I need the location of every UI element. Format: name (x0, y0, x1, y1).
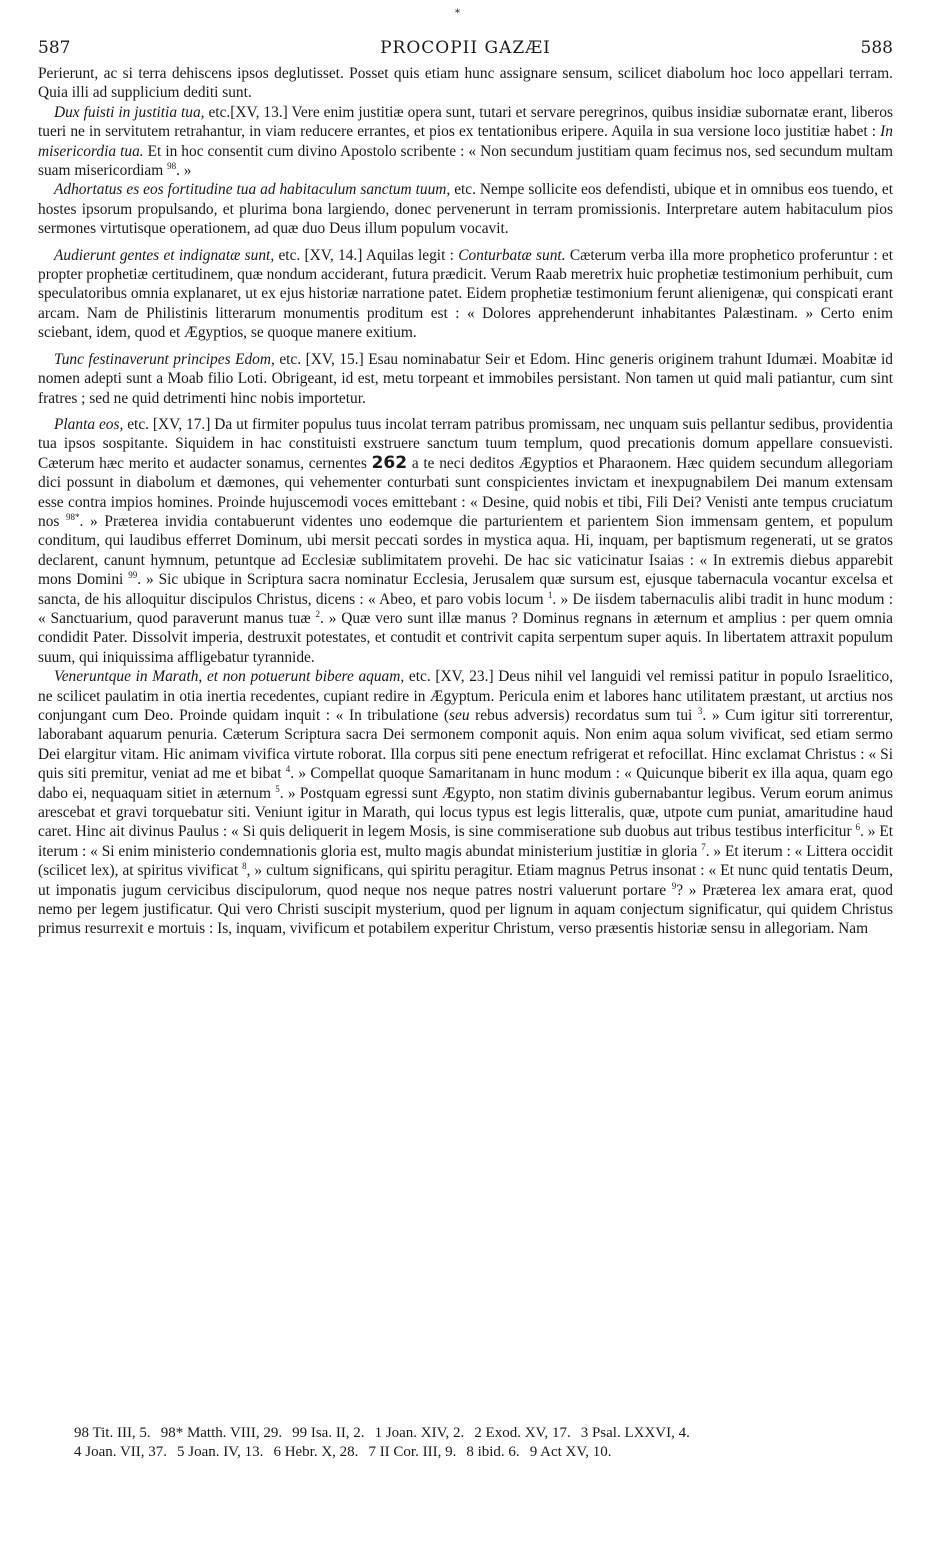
text-run: etc. Nempe sollicite eos defendisti, ubique et in omnibus eos tuendo, et hostes ipsorum propulsando, et plurima bona largiendo, donec pervenerunt in terram promissionis. Interpretare autem habitaculum pios sermones virtutisque operationem, ad quæ duo Deus illum populum vocavit. (38, 181, 893, 238)
commentary-body (38, 64, 893, 939)
header-star-mark: * (455, 8, 460, 19)
paragraph (38, 415, 893, 667)
lemma-italic: Conturbatæ sunt. (458, 246, 566, 264)
lemma-italic: Adhortatus es eos fortitudine tua ad habitaculum sanctum tuum, (54, 181, 451, 199)
paragraph (38, 64, 893, 103)
footnote-entry: 99 Isa. II, 2. (292, 1425, 365, 1441)
footnotes (38, 1424, 893, 1462)
footnote-entry: 8 ibid. 6. (466, 1444, 520, 1460)
footnote-entry: 98* Matth. VIII, 29. (160, 1425, 283, 1441)
text-run: rebus adversis) recordatus sum tui (469, 707, 698, 724)
text-run: . » Quæ vero sunt illæ manus ? Dominus regnans in æternum et amplius : per quem omnia condidit Pater. Dissolvit imperia, destruxit potestates, et contudit et contrivit capita serpentum super aquis. In libertatem attraxit populum suum, qui iniquissima affligebatur tyrannide. (38, 609, 893, 666)
text-run: . » Cum igitur siti torrerentur, laborabant aquarum penuria. Cæterum Scriptura sacra Dei sermonem componit aquis. Non enim aqua solum vivificat, sed etiam sermo Dei elargitur vitam. Hic animam vivifica virtute roborat. Illa corpus siti pene enectum refrigerat et refocillat. Hinc exclamat Christus : « Si quis siti premitur, veniat ad me et bibat (38, 707, 893, 783)
footnote-line-1 (38, 1424, 893, 1443)
footnote-line-2 (38, 1443, 893, 1462)
lemma-italic: Dux fuisti in justitia tua, (54, 103, 205, 121)
text-run: ? » Præterea lex amara erat, quod nemo per legem justificatur. Qui vero Christi suscipit mysterium, quod per lignum in aquam conjectum significatur, qui quidem Christus primus resurrexit e mortuis : Is, inquam, vivificum et potabilem experitur Christum, verso præsentis historiæ sensu in allegoriam. Nam (38, 881, 893, 938)
footnote-reference: 7 (701, 841, 706, 852)
text-run: , » cultum significans, qui spiritu peragitur. Etiam magnus Petrus insonat : « Et nunc quid tentatis Deum, ut imponatis jugum cervicibus discipulorum, quod neque nos neque patres nostri valuerunt portare (38, 862, 893, 899)
paragraph (38, 246, 893, 343)
lemma-italic: Planta eos, (54, 415, 124, 433)
paragraph (38, 350, 893, 408)
text-run: Cæterum verba illa more prophetico proferuntur : et propter prophetiæ certitudinem, quæ nondum acciderant, futura prædicit. Verum Raab meretrix huic prophetiæ testimonium perhibuit, cum speculatoribus omnia explanaret, ut ex ejus historiæ narratione patet. Eidem prophetiæ testimonium ferunt alienigenæ, qui conspicati erant arcam. Nam de Philistinis litterarum monumentis proditum est : « Dolores apprehenderunt inhabitantes Palæstinam. » Certo enim sciebant, idem, quod et Ægyptios, se quoque manere exitium. (38, 246, 893, 342)
footnote-entry: 6 Hebr. X, 28. (273, 1444, 359, 1460)
paragraph (38, 180, 893, 238)
footnote-reference: 98* (66, 511, 80, 522)
paragraph (38, 667, 893, 939)
footnote-entry: 2 Exod. XV, 17. (474, 1425, 571, 1441)
footnote-reference: 99 (128, 570, 138, 581)
lemma-italic: seu (449, 707, 470, 724)
text-run: Et in hoc consentit cum divino Apostolo scribente : « Non secundum justitiam quam fecimus nos, sed secundum multam suam misericordiam (38, 142, 894, 180)
text-run: etc.[XV, 13.] Vere enim justitiæ opera sunt, tutari et servare peregrinos, quibus insidiæ subornatæ erant, liberos tueri ne in servitutem retrahantur, in viam reducere errantes, et pios ex tentationibus eripere. Aquila in sua versione loco justitiæ habet : (38, 103, 893, 141)
text-run: a te neci deditos Ægyptios et Pharaonem. Hæc quidem secundum allegoriam dici possunt in diabolum et dæmones, qui vehementer conturbati sunt conspicientes invictam et inexpugnabilem Dei manum extensam esse contra impios homines. Proinde hujuscemodi voces emittebant : « Desine, quid nobis et tibi, Fili Dei? Venisti ante tempus cruciatum nos (38, 454, 894, 530)
footnote-reference: 1 (547, 589, 553, 600)
footnote-entry: 9 Act XV, 10. (529, 1444, 612, 1460)
lemma-italic: Tunc festinaverunt principes Edom, (54, 350, 275, 368)
footnote-reference: 9 (671, 880, 677, 891)
running-header (38, 34, 893, 64)
text-run: . » Et iterum : « Littera occidit (scilicet lex), at spiritus vivificat (38, 842, 893, 880)
text-run: . » Compellat quoque Samaritanam in hunc modum : « Quicunque biberit ex illa aqua, quam ego dabo ei, nequaquam sitiet in æternum (38, 765, 894, 802)
text-run: etc. [XV, 23.] Deus nihil vel languidi vel remissi patitur in populo Israelitico, ne scilicet paulatim in otia inertia recedentes, cupiant redire in Ægyptum. Pericula enim et labores hanc utilitatem præstant, ut arctius nos conjungant cum Deo. Proinde quidam inquit : « In tribulatione ( (38, 668, 893, 724)
text-run: etc. [XV, 17.] Da ut firmiter populus tuus incolat terram patribus promissam, nec unquam suis pellantur sedibus, providentia tua ipsos sospitante. Siquidem in hac constituisti exstruere sanctum tuum templum, quod precationis domum appellare consuevisti. Cæterum hæc merito et audacter sonamus, cernentes (38, 415, 893, 472)
footnote-reference: 3 (697, 705, 703, 716)
text-run: . » Præterea invidia contabuerunt videntes uno eodemque die parturientem et parientem Sion immensam gentem, et populum conditum, qui laudibus efferret Dominum, ubi mersit peccati sordes in mystica aqua. Hi, inquam, per baptismum regenerati, ut se gratos declarent, canunt hymnum, petuntque ad Ecclesiæ sublimitatem provehi. De hac sic vaticinatur Isaias : « In extremis diebus apparebit mons Domini (38, 512, 893, 589)
text-run: etc. [XV, 15.] Esau nominabatur Seir et Edom. Hinc generis originem trahunt Idumæi. Moabitæ id nomen adepti sunt a Moab filio Loti. Obrigeant, id est, metu torpeant et immobiles persistant. Non tamen ut quid mali patiantur, cum sint fratres ; sed ne quid detrimenti hinc nobis importetur. (38, 350, 893, 407)
text-run: . » (176, 162, 192, 180)
lemma-italic: Audierunt gentes et indignatæ sunt, (54, 246, 275, 264)
text-run: Perierunt, ac si terra dehiscens ipsos deglutisset. Posset quis etiam hunc assignare sensum, scilicet diabolum hoc loco appellari terram. Quia illi ad supplicium dediti sunt. (38, 65, 893, 102)
right-page-number: 588 (860, 38, 893, 58)
text-run: . » De iisdem tabernaculis alibi tradit in hunc modum : « Sanctuarium, quod paraverunt manus tuæ (38, 590, 893, 627)
lemma-italic: In misericordia tua. (38, 123, 893, 160)
footnote-entry: 4 Joan. VII, 37. (74, 1444, 168, 1460)
footnote-entry: 5 Joan. IV, 13. (177, 1444, 264, 1460)
text-run: . » Et iterum : « Si enim ministerio condemnationis gloria est, multo magis abundat ministerium justitiæ in gloria (38, 823, 893, 860)
footnote-entry: 7 II Cor. III, 9. (368, 1444, 457, 1460)
footnote-reference: 98 (167, 160, 177, 171)
footnote-entry: 98 Tit. III, 5. (74, 1425, 151, 1441)
footnote-reference: 6 (855, 822, 860, 833)
text-run: . » Sic ubique in Scriptura sacra nominatur Ecclesia, Jerusalem quæ sursum est, ejusque tabernacula vocantur excelsa et sancta, de his alloquitur discipulos Christus, dicens : « Abeo, et paro vobis locum (38, 571, 894, 608)
footnote-entry: 3 Psal. LXXVI, 4. (580, 1425, 690, 1441)
left-page-number: 587 (38, 38, 71, 58)
footnote-reference: 5 (275, 783, 280, 794)
lemma-italic: Veneruntque in Marath, et non potuerunt bibere aquam, (54, 668, 405, 686)
footnote-reference: 2 (315, 608, 321, 619)
footnote-reference: 8 (242, 861, 247, 872)
column-marker: 262 (371, 452, 408, 473)
text-run: . » Postquam egressi sunt Ægypto, non statim divinis gubernabantur legibus. Verum eorum animus arescebat et gravi torquebatur siti. Veniunt igitur in Marath, qui locus typus est legis litteralis, quæ, utpote cum puniat, amaritudine haud caret. Hinc ait divinus Paulus : « Si quis deliquerit in legem Mosis, is sine commiseratione sub duobus aut tribus testibus interficitur (38, 784, 894, 841)
footnote-reference: 4 (285, 764, 291, 775)
paragraph (38, 103, 893, 181)
footnote-entry: 1 Joan. XIV, 2. (374, 1425, 465, 1441)
running-title: PROCOPII GAZÆI (380, 38, 551, 58)
text-run: etc. [XV, 14.] Aquilas legit : (274, 246, 459, 264)
